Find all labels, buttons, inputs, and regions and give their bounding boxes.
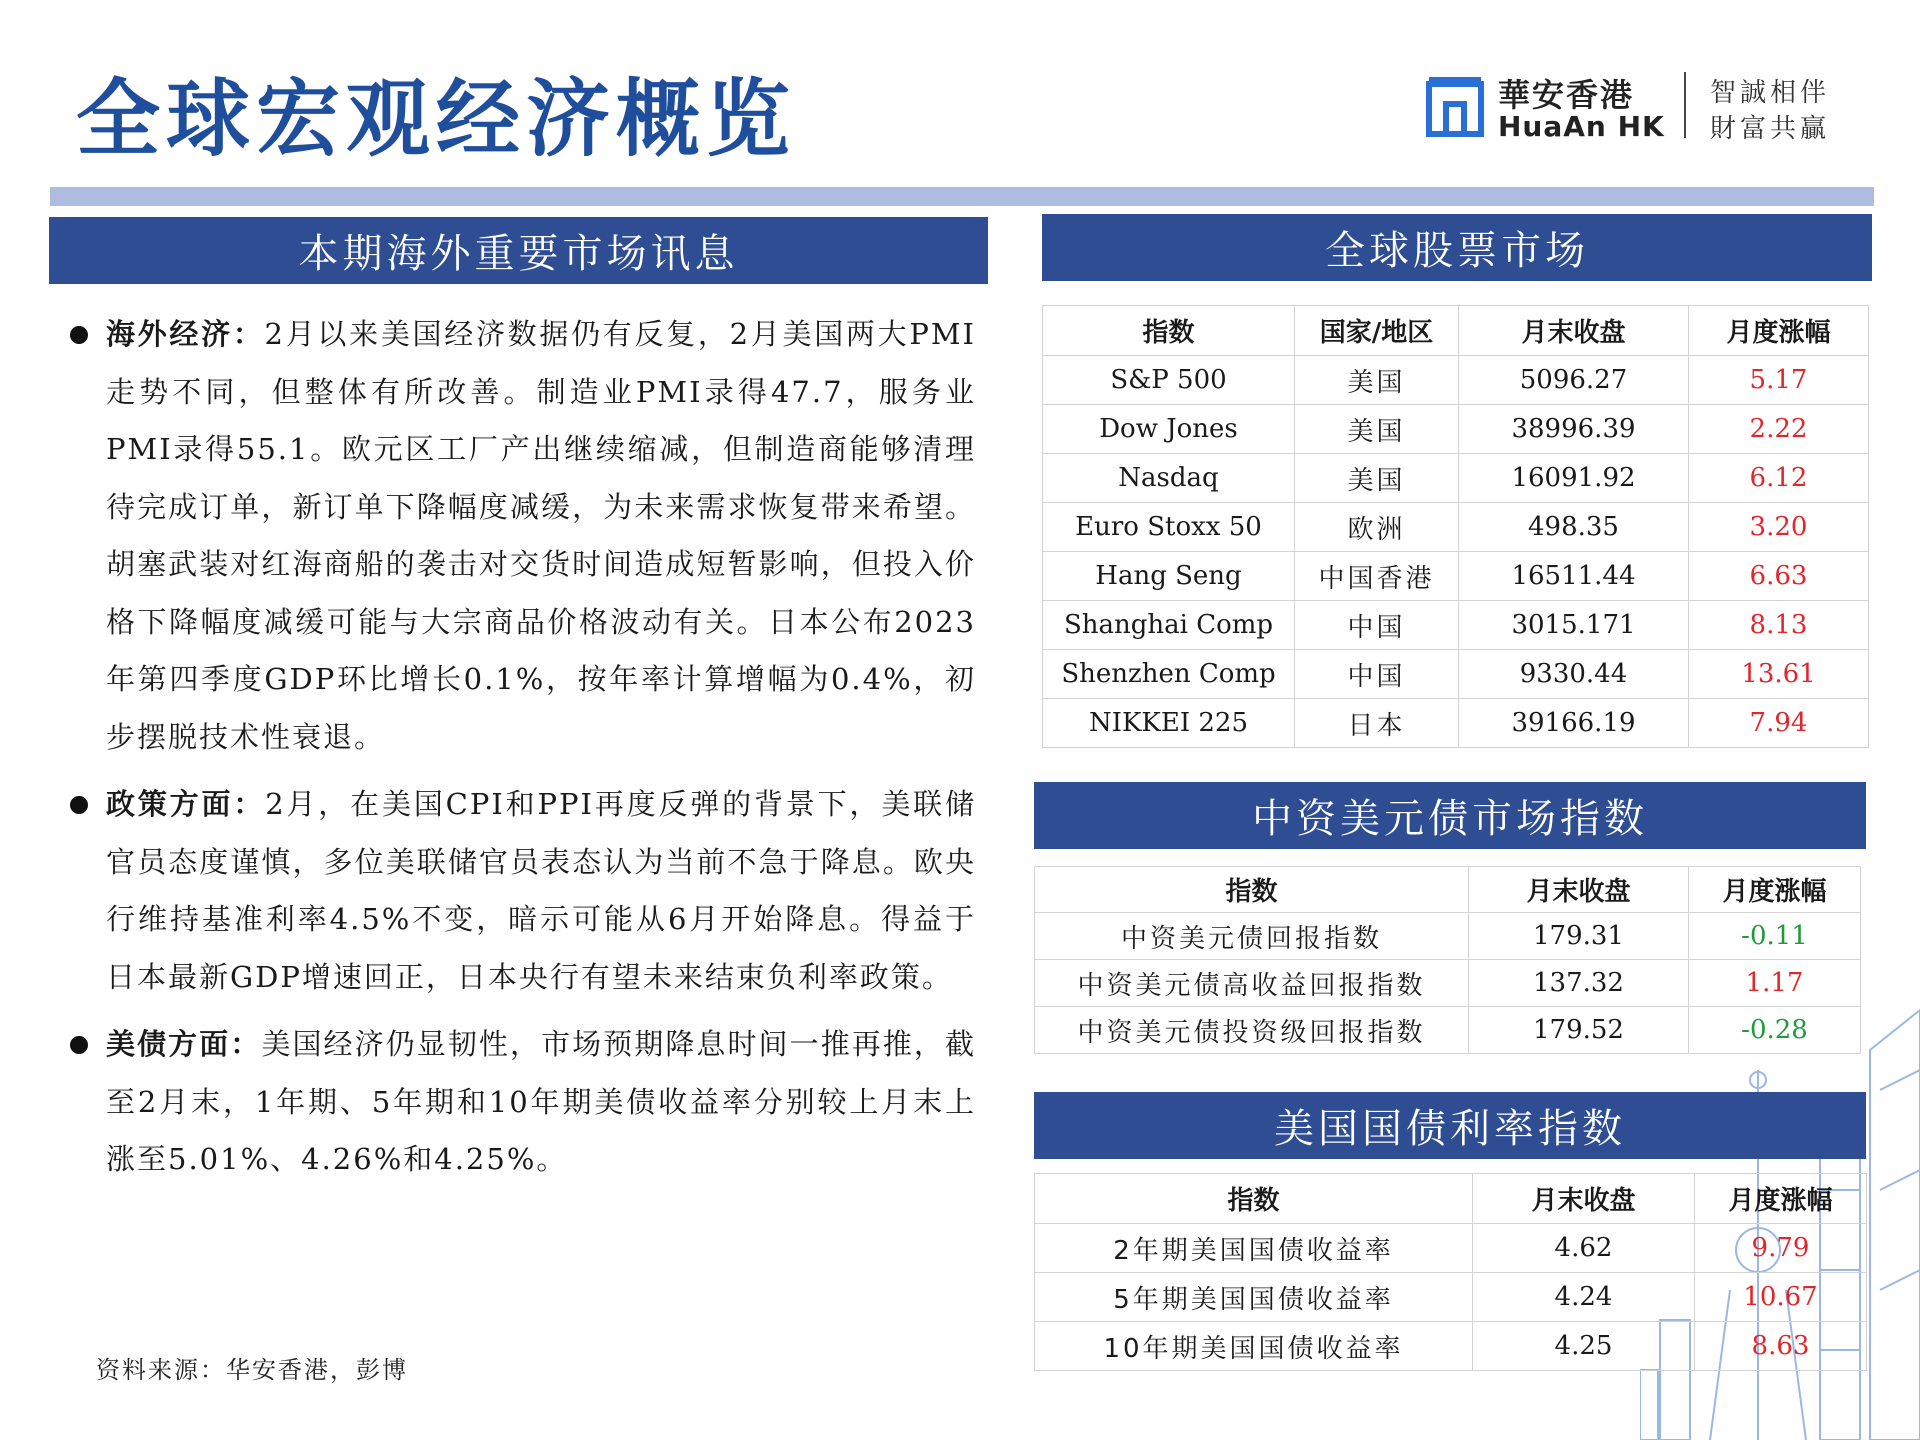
news-section-heading: 本期海外重要市场讯息 (49, 217, 988, 284)
change-value: 6.12 (1689, 454, 1869, 503)
column-header: 月末收盘 (1469, 867, 1689, 913)
region: 美国 (1295, 454, 1459, 503)
change-value: 7.94 (1689, 699, 1869, 748)
change-value: 9.79 (1695, 1224, 1867, 1273)
table-row (1043, 601, 1869, 650)
table-header-row (1035, 1174, 1867, 1224)
table-row (1043, 650, 1869, 699)
news-item-text: 2月，在美国CPI和PPI再度反弹的背景下，美联储官员态度谨慎，多位美联储官员表态认为当前不急于降息。欧央行维持基准利率4.5%不变，暗示可能从6月开始降息。得益于日本最新GDP增速回正，日本央行有望未来结束负利率政策。 (106, 787, 976, 994)
news-item-text: 2月以来美国经济数据仍有反复，2月美国两大PMI走势不同，但整体有所改善。制造业PMI录得47.7，服务业PMI录得55.1。欧元区工厂产出继续缩减，但制造商能够清理待完成订单，新订单下降幅度减缓，为未来需求恢复带来希望。胡塞武装对红海商船的袭击对交货时间造成短暂影响，但投入价格下降幅度减缓可能与大宗商品价格波动有关。日本公布2023年第四季度GDP环比增长0.1%，按年率计算增幅为0.4%，初步摆脱技术性衰退。 (106, 317, 976, 754)
change-value: 13.61 (1689, 650, 1869, 699)
column-header: 指数 (1035, 867, 1469, 913)
table-row (1035, 1322, 1867, 1371)
index-name: S&P 500 (1043, 356, 1295, 405)
table-row (1043, 699, 1869, 748)
index-name: 中资美元债高收益回报指数 (1035, 960, 1469, 1007)
equity-section-heading: 全球股票市场 (1042, 214, 1872, 281)
column-header: 月末收盘 (1473, 1174, 1695, 1224)
change-value: 2.22 (1689, 405, 1869, 454)
close-value: 137.32 (1469, 960, 1689, 1007)
close-value: 16091.92 (1459, 454, 1689, 503)
building-logo-icon (1426, 74, 1484, 138)
column-header: 月度涨幅 (1689, 306, 1869, 356)
news-item-policy (66, 776, 976, 1006)
column-header: 指数 (1035, 1174, 1473, 1224)
usd-bond-section-heading: 中资美元债市场指数 (1034, 782, 1866, 849)
region: 日本 (1295, 699, 1459, 748)
region: 美国 (1295, 405, 1459, 454)
index-name: Euro Stoxx 50 (1043, 503, 1295, 552)
table-row (1035, 1273, 1867, 1322)
index-name: Shenzhen Comp (1043, 650, 1295, 699)
news-item-text: 美国经济仍显韧性，市场预期降息时间一推再推，截至2月末，1年期、5年期和10年期美债收益率分别较上月末上涨至5.01%、4.26%和4.25%。 (106, 1027, 976, 1176)
news-item-economy (66, 306, 976, 766)
page-title: 全球宏观经济概览 (76, 70, 797, 168)
close-value: 4.24 (1473, 1273, 1695, 1322)
change-value: 8.63 (1695, 1322, 1867, 1371)
bullet-icon (70, 326, 88, 344)
table-header-row (1043, 306, 1869, 356)
table-row (1043, 552, 1869, 601)
region: 中国 (1295, 601, 1459, 650)
close-value: 5096.27 (1459, 356, 1689, 405)
index-name: NIKKEI 225 (1043, 699, 1295, 748)
equity-table (1042, 305, 1869, 748)
change-value: 8.13 (1689, 601, 1869, 650)
table-row (1035, 1224, 1867, 1273)
close-value: 16511.44 (1459, 552, 1689, 601)
news-list (66, 306, 976, 1199)
table-header-row (1035, 867, 1861, 913)
change-value: 10.67 (1695, 1273, 1867, 1322)
index-name: 中资美元债投资级回报指数 (1035, 1007, 1469, 1054)
region: 欧洲 (1295, 503, 1459, 552)
region: 中国香港 (1295, 552, 1459, 601)
source-note: 资料来源：华安香港，彭博 (96, 1356, 408, 1384)
table-row (1035, 913, 1861, 960)
treasury-section-heading: 美国国债利率指数 (1034, 1092, 1866, 1159)
news-item-label: 美债方面： (106, 1027, 262, 1061)
logo-name-en: HuaAn HK (1498, 110, 1665, 143)
index-name: 5年期美国国债收益率 (1035, 1273, 1473, 1322)
table-row (1043, 503, 1869, 552)
column-header: 指数 (1043, 306, 1295, 356)
index-name: Shanghai Comp (1043, 601, 1295, 650)
close-value: 179.52 (1469, 1007, 1689, 1054)
news-item-label: 海外经济： (106, 317, 265, 351)
close-value: 38996.39 (1459, 405, 1689, 454)
index-name: Dow Jones (1043, 405, 1295, 454)
bullet-icon (70, 1036, 88, 1054)
logo-slogan-line2: 財富共贏 (1710, 114, 1831, 144)
table-row (1043, 356, 1869, 405)
news-item-label: 政策方面： (106, 787, 266, 821)
close-value: 179.31 (1469, 913, 1689, 960)
close-value: 498.35 (1459, 503, 1689, 552)
column-header: 国家/地区 (1295, 306, 1459, 356)
column-header: 月度涨幅 (1689, 867, 1861, 913)
close-value: 3015.171 (1459, 601, 1689, 650)
index-name: 2年期美国国债收益率 (1035, 1224, 1473, 1273)
logo-slogan-line1: 智誠相伴 (1710, 78, 1831, 108)
logo-name-cn: 華安香港 (1498, 76, 1635, 114)
brand-logo (1426, 70, 1846, 150)
table-row (1043, 405, 1869, 454)
close-value: 9330.44 (1459, 650, 1689, 699)
region: 中国 (1295, 650, 1459, 699)
treasury-table (1034, 1173, 1867, 1371)
index-name: Hang Seng (1043, 552, 1295, 601)
close-value: 4.25 (1473, 1322, 1695, 1371)
index-name: 10年期美国国债收益率 (1035, 1322, 1473, 1371)
change-value: -0.28 (1689, 1007, 1861, 1054)
index-name: Nasdaq (1043, 454, 1295, 503)
column-header: 月末收盘 (1459, 306, 1689, 356)
close-value: 39166.19 (1459, 699, 1689, 748)
change-value: 3.20 (1689, 503, 1869, 552)
column-header: 月度涨幅 (1695, 1174, 1867, 1224)
table-row (1043, 454, 1869, 503)
logo-divider (1684, 72, 1686, 138)
change-value: 1.17 (1689, 960, 1861, 1007)
header-divider-bar (50, 187, 1874, 206)
news-item-treasury (66, 1016, 976, 1189)
change-value: 5.17 (1689, 356, 1869, 405)
region: 美国 (1295, 356, 1459, 405)
change-value: 6.63 (1689, 552, 1869, 601)
index-name: 中资美元债回报指数 (1035, 913, 1469, 960)
change-value: -0.11 (1689, 913, 1861, 960)
bullet-icon (70, 796, 88, 814)
close-value: 4.62 (1473, 1224, 1695, 1273)
